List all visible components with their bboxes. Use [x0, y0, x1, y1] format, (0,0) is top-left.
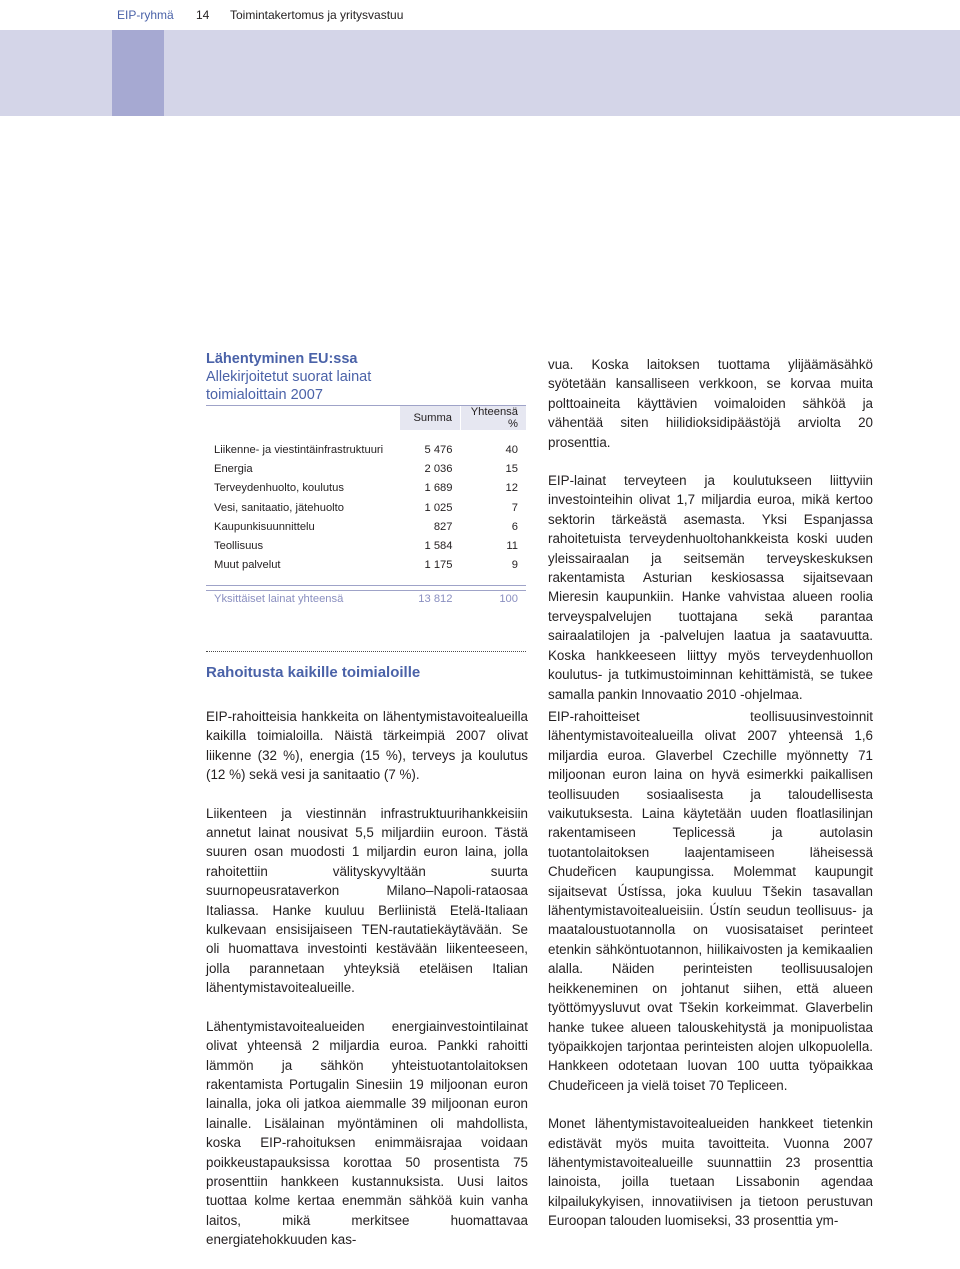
- row-share: 11: [506, 540, 518, 553]
- box-title: Lähentyminen EU:ssa: [206, 351, 358, 367]
- row-amount: 5 476: [424, 443, 453, 456]
- row-share: 7: [511, 501, 518, 514]
- total-amount: 13 812: [400, 586, 461, 613]
- header-document-title: Toimintakertomus ja yritysvastuu: [230, 8, 404, 22]
- paragraph: Liikenteen ja viestinnän infrastruktuurihankkeisiin annetut lainat nousivat 5,5 miljardiin euroon. Tästä suuren osan muodosti 1 miljardin euron laina, jolla rahoitettiin välityskyvyltään suurta suurnopeusrataverkon Milano–Napoli-rataosaa Italiassa. Hanke kuuluu Berliinistä Etelä-Italiaan kulkevaan ensisijaiseen TEN-rautatiekäytävään. Se oli huomattava investointi kestävään liikenteeseen, jolla parannetaan yhteyksiä eteläisen Italian lähentymistavoitealueille.: [206, 805, 528, 996]
- box-bottom-rule: [206, 590, 526, 591]
- paragraph: EIP-rahoitteiset teollisuusinvestoinnit lähentymistavoitealueilla olivat 2007 yhteensä 1,6 miljardia euroa. Glaverbel Czechille myönnetty 71 miljoonan euron laina on hyvä esimerkki paikallisen teollisuuden sosiaalisesta ja taloudellisesta vaikutuksesta. Laina käytetään uuden floatlasilinjan rakentamiseen Teplicessä ja autolasin tuotantolaitoksen laajentamiseen läheisessä Chudeřicen kaupungissa. Molemmat kaupungit sijaitsevat Ústíssa, joka kuuluu Tšekin tasavallan lähentymistavoitealueisiin. Ústín seudun teollisuus- ja maataloustuotannolla on vuosisataiset perinteet etenkin sähköntuotannon, hiilikaivosten ja kemikaalien alalla. Näiden perinteisten teollisuusalojen heikkeneminen on johtanut siihen, että alueen työttömyysluvut ovat Tšekin korkeimmat. Glaverbelin hanke tukee alueen talouskehitystä ja monipuolistaa työpaikkojen tarjontaa perinteisten alojen ulkopuolella. Hankkeen odotetaan luovan 100 uutta työpaikkaa Chudeřiceen ja vielä toiset 70 Tepliceen.: [548, 709, 873, 1093]
- header-group-name: EIP-ryhmä: [117, 8, 174, 22]
- total-label: Yksittäiset lainat yhteensä: [206, 586, 400, 613]
- row-label: Muut palvelut: [214, 559, 281, 572]
- left-column-text: [206, 707, 528, 1269]
- row-label: Liikenne- ja viestintäinfrastruktuuri: [214, 443, 384, 456]
- row-amount: 827: [433, 520, 453, 533]
- table-spacer: [206, 575, 526, 586]
- paragraph: EIP-rahoitteisia hankkeita on lähentymistavoitealueilla kaikilla toimialoilla. Näistä tärkeimpiä 2007 olivat liikenne (32 %), energia (15 %), terveys ja koulutus (12 %) sekä vesi ja sanitaatio (7 %).: [206, 709, 528, 783]
- box-subtitle-line-1: Allekirjoitetut suorat lainat: [206, 369, 372, 385]
- paragraph: EIP-lainat terveyteen ja koulutukseen liittyviin investointeihin olivat 1,7 miljardia euroa, mikä kertoo sektorin tärkeästä asemasta. Yksi Espanjassa rahoitetuista terveydenhuoltohankkeista koski uuden yleissairaalan ja seitsemän terveyskeskuksen rakentamista Asturian keskiosassa sijaitsevaan Mieresin kaupunkiin. Hanke vahvistaa alueen roolia terveyspalvelujen tuottajana sekä parantaa sairaalatilojen ja -palvelujen laatua ja saatavuutta. Koska hankkeeseen liittyy myös terveydenhuollon koulutus- ja tutkimustoiminnan kehittämistä, se tukee samalla pankin Innovaatio 2010 -ohjelmaa.: [548, 473, 873, 702]
- row-share: 9: [511, 559, 518, 572]
- row-share: 6: [511, 520, 518, 533]
- row-amount: 1 025: [424, 501, 453, 514]
- right-column-top-text: [548, 355, 873, 723]
- row-label: Terveydenhuolto, koulutus: [214, 482, 344, 495]
- right-column-bottom-text: [548, 707, 873, 1250]
- row-amount: 1 584: [424, 540, 453, 553]
- table-row: [206, 556, 526, 575]
- total-share: 100: [461, 586, 527, 613]
- row-label: Vesi, sanitaatio, jätehuolto: [214, 501, 344, 514]
- table-header-share: Yhteensä %: [461, 406, 527, 430]
- banner-dark-block: [112, 30, 164, 116]
- paragraph: Monet lähentymistavoitealueiden hankkeet tietenkin edistävät myös muita tavoitteita. Vuonna 2007 lähentymistavoitealueille suunnattiin 23 prosenttia lainoista, joilla tuetaan Lissabonin agendaa kilpailukykyisen, innovatiivisen ja tietoon perustuvan Euroopan talouden luomiseksi, 33 prosenttia ym-: [548, 1116, 873, 1229]
- section-divider: [206, 651, 526, 652]
- row-amount: 2 036: [424, 462, 453, 475]
- table-spacer: [206, 430, 526, 440]
- sector-loans-table: [206, 406, 526, 612]
- section-heading: Rahoitusta kaikille toimialoille: [206, 664, 421, 681]
- row-label: Kaupunkisuunnittelu: [214, 520, 315, 533]
- box-subtitle-line-2: toimialoittain 2007: [206, 387, 323, 403]
- row-amount: 1 175: [424, 559, 453, 572]
- paragraph: vua. Koska laitoksen tuottama ylijäämäsähkö syötetään kansalliseen verkkoon, se korvaa muita polttoaineita käyttävien voimaloiden sähköä ja vähentää siten hiilidioksidipäästöjä arviolta 20 prosenttia.: [548, 357, 873, 450]
- row-amount: 1 689: [424, 482, 453, 495]
- table-row: [206, 479, 526, 498]
- table-row: [206, 459, 526, 478]
- row-share: 15: [505, 462, 518, 475]
- table-header-label: [206, 406, 400, 430]
- table-header-row: [206, 406, 526, 430]
- paragraph: Lähentymistavoitealueiden energiainvestointilainat olivat yhteensä 2 miljardia euroa. Pankki rahoitti lämmön ja sähkön yhteistuotantolaitoksen rakentamista Portugalin Sinesiin 19 miljoonan euron lainalla, joka oli jatkoa aiemmalle 39 miljoonan euron lainalle. Lisälainan myöntäminen oli mahdollista, koska EIP-rahoituksen enimmäisrajaa voidaan poikkeustapauksissa korottaa 50 prosentista 75 prosenttiin hankkeen kustannuksista. Uusi laitos tuottaa kolme kertaa enemmän sähköä kuin vanha laitos, mikä merkitsee huomattavaa energiatehokkuuden kas-: [206, 1018, 528, 1248]
- row-share: 12: [505, 482, 518, 495]
- row-label: Energia: [214, 462, 253, 475]
- table-row: [206, 517, 526, 536]
- table-row: [206, 536, 526, 555]
- table-row: [206, 440, 526, 459]
- decorative-banner: [0, 30, 960, 116]
- table-header-amount: Summa: [400, 406, 461, 430]
- row-label: Teollisuus: [214, 540, 264, 553]
- table-row: [206, 498, 526, 517]
- row-share: 40: [505, 443, 518, 456]
- page-number: 14: [196, 8, 210, 22]
- running-header: [0, 0, 960, 30]
